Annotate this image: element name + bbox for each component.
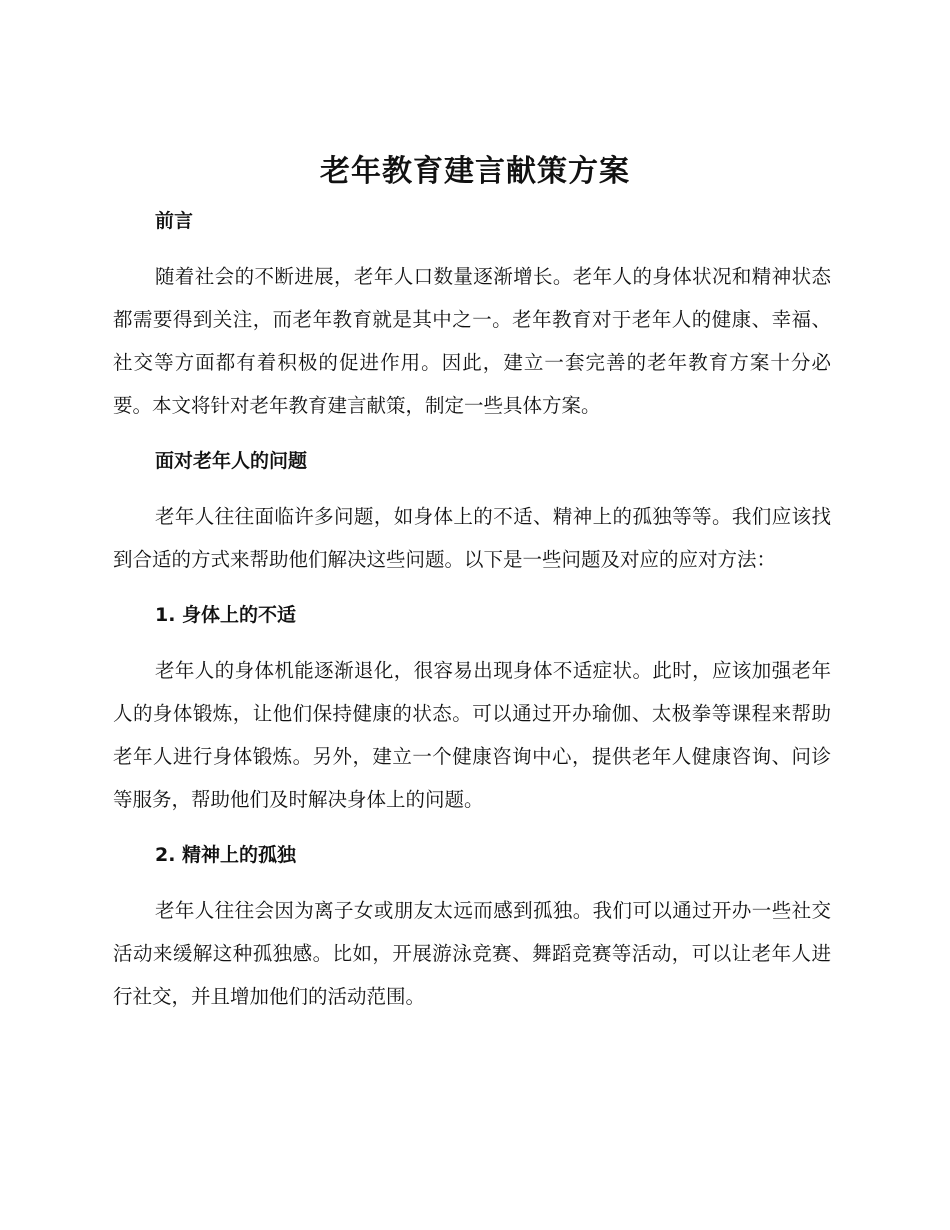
document-title: 老年教育建言献策方案 bbox=[320, 154, 630, 189]
section-paragraph: 老年人往往会因为离子女或朋友太远而感到孤独。我们可以通过开办一些社交活动来缓解这种孤独感。比如，开展游泳竞赛、舞蹈竞赛等活动，可以让老年人进行社交，并且增加他们的活动范围。 bbox=[113, 899, 831, 1008]
section-loneliness bbox=[113, 834, 831, 1018]
section-physical-discomfort bbox=[113, 594, 831, 834]
section-heading: 2. 精神上的孤独 bbox=[155, 844, 297, 866]
section-heading: 面对老年人的问题 bbox=[155, 450, 308, 472]
section-paragraph: 老年人往往面临许多问题，如身体上的不适、精神上的孤独等等。我们应该找到合适的方式来帮助他们解决这些问题。以下是一些问题及对应的应对方法： bbox=[113, 505, 831, 571]
section-heading: 1. 身体上的不适 bbox=[155, 604, 297, 626]
section-heading: 前言 bbox=[155, 210, 194, 232]
section-paragraph: 随着社会的不断进展，老年人口数量逐渐增长。老年人的身体状况和精神状态都需要得到关注，而老年教育就是其中之一。老年教育对于老年人的健康、幸福、社交等方面都有着积极的促进作用。因此，建立一套完善的老年教育方案十分必要。本文将针对老年教育建言献策，制定一些具体方案。 bbox=[113, 265, 831, 417]
section-problems bbox=[113, 440, 831, 594]
section-preface bbox=[113, 200, 831, 440]
section-paragraph: 老年人的身体机能逐渐退化，很容易出现身体不适症状。此时，应该加强老年人的身体锻炼，让他们保持健康的状态。可以通过开办瑜伽、太极拳等课程来帮助老年人进行身体锻炼。另外，建立一个健康咨询中心，提供老年人健康咨询、问诊等服务，帮助他们及时解决身体上的问题。 bbox=[113, 659, 831, 811]
document-body bbox=[113, 200, 831, 1018]
